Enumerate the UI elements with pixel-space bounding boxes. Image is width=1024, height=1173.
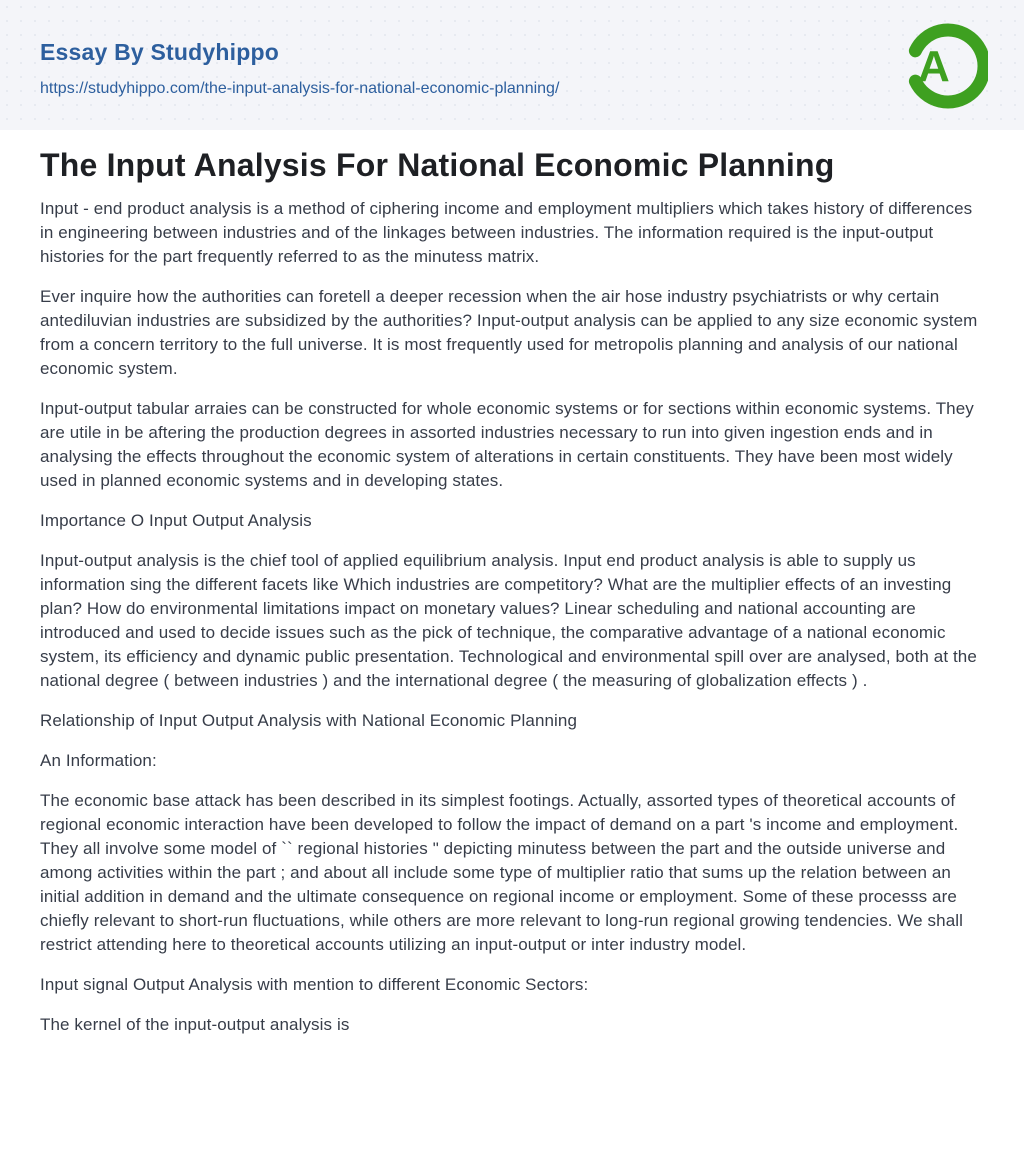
site-title: Essay By Studyhippo: [40, 39, 279, 65]
logo-letter: A: [918, 42, 950, 91]
paragraph-subheading: Importance O Input Output Analysis: [40, 510, 312, 530]
studyhippo-logo: [898, 14, 988, 116]
paragraph: Input-output tabular arraies can be constructed for whole economic systems or for sections within economic systems. They are utile in be aftering the production degrees in assorted industries necessary to run into given ingestion ends and in analysing the effects throughout the economic system of alterations in certain constituents. They have been most widely used in planned economic systems and in developing states.: [40, 398, 974, 490]
page-url-link[interactable]: https://studyhippo.com/the-input-analysis-for-national-economic-planning/: [40, 80, 560, 98]
article: [0, 130, 1024, 1037]
paragraph: Ever inquire how the authorities can foretell a deeper recession when the air hose industry psychiatrists or why certain antediluvian industries are subsidized by the authorities? Input-output analysis can be applied to any size economic system from a concern territory to the full universe. It is most frequently used for metropolis planning and analysis of our national economic system.: [40, 286, 978, 378]
paragraph: The economic base attack has been described in its simplest footings. Actually, assorted types of theoretical accounts of regional economic interaction have been developed to follow the impact of demand on a part 's income and employment. They all involve some model of `` regional histories " depicting minutess between the part and the outside universe and among activities within the part ; and about all include some type of multiplier ratio that sums up the relation between an initial addition in demand and the ultimate consequence on regional income or employment. Some of these processs are chiefly relevant to short-run fluctuations, while others are more relevant to long-run regional growing tendencies. We shall restrict attending here to theoretical accounts utilizing an input-output or inter industry model.: [40, 790, 964, 954]
paragraph-subheading: An Information:: [40, 750, 157, 770]
page-header: [0, 0, 1024, 130]
studyhippo-logo-icon: [898, 14, 988, 116]
paragraph: The kernel of the input-output analysis is: [40, 1014, 350, 1034]
paragraph-subheading: Input signal Output Analysis with mention to different Economic Sectors:: [40, 974, 589, 994]
header-text: [40, 40, 984, 98]
paragraph: Input - end product analysis is a method of ciphering income and employment multipliers which takes history of differences in engineering between industries and of the linkages between industries. The information required is the input-output histories for the part frequently referred to as the minutess matrix.: [40, 198, 973, 266]
article-title: The Input Analysis For National Economic Planning: [40, 147, 835, 183]
paragraph: Input-output analysis is the chief tool of applied equilibrium analysis. Input end product analysis is able to supply us information sing the different facets like Which industries are competitory? What are the multiplier effects of an investing plan? How do environmental limitations impact on monetary values? Linear scheduling and national accounting are introduced and used to decide issues such as the pick of technique, the comparative advantage of a national economic system, its efficiency and dynamic public presentation. Technological and environmental spill over are analysed, both at the national degree ( between industries ) and the international degree ( the measuring of globalization effects ) .: [40, 550, 977, 690]
paragraph-subheading: Relationship of Input Output Analysis with National Economic Planning: [40, 710, 578, 730]
